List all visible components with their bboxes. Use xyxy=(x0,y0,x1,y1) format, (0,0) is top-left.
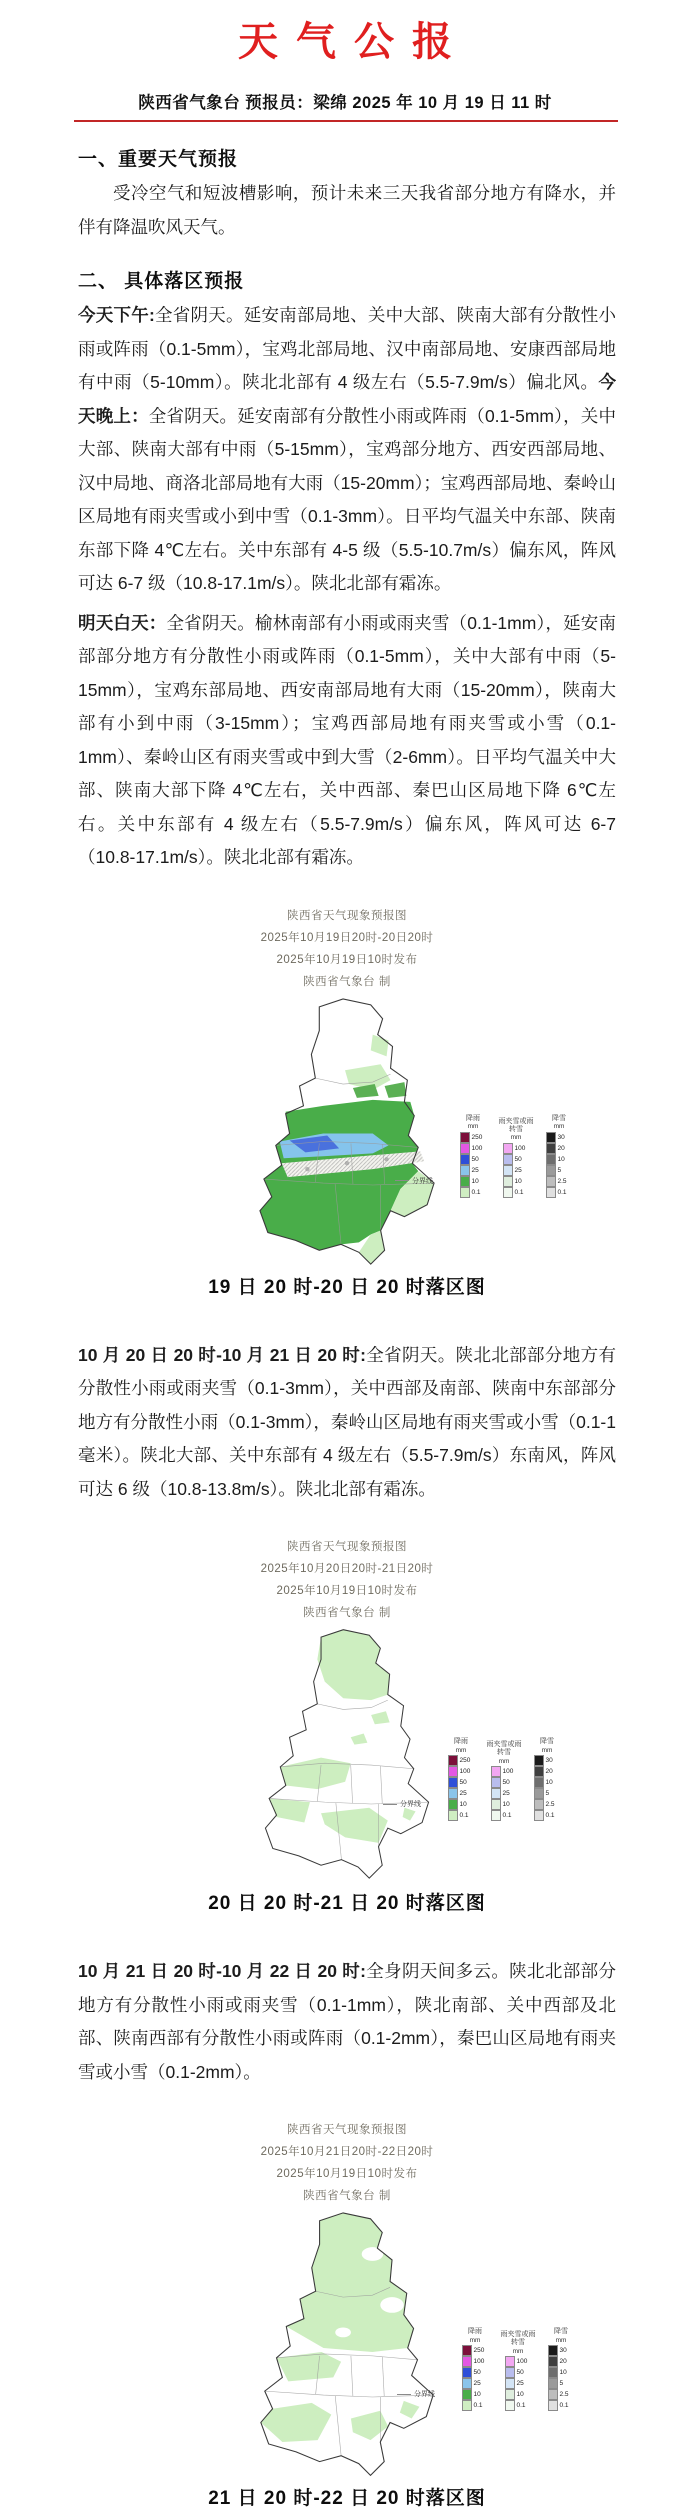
legend-color-swatch xyxy=(503,1176,513,1187)
legend-boundary-line: 分界线 xyxy=(395,1176,433,1186)
legend-color-swatch xyxy=(505,2367,515,2378)
legend-color-swatch xyxy=(491,1799,501,1810)
map1-caption: 19 日 20 时-20 日 20 时落区图 xyxy=(208,1276,486,1298)
forecast-paragraph-oct21-22 xyxy=(78,1955,616,2089)
map2-title-block xyxy=(78,1536,616,1624)
legend-color-swatch xyxy=(505,2389,515,2400)
section-heading-important: 一、重要天气预报 xyxy=(78,149,239,170)
legend-boundary-line: 分界线 xyxy=(383,1799,421,1809)
shaanxi-province-map-1 xyxy=(252,995,442,1272)
map1-title-line-3: 2025年10月19日10时发布 xyxy=(276,953,418,966)
map3-title-line-2: 2025年10月21日20时-22日20时 xyxy=(260,2146,434,2158)
legend-color-swatch xyxy=(505,2400,515,2411)
paragraph-text: 全省阴天。榆林南部有小雨或雨夹雪（0.1-1mm），延安南部部分地方有分散性小雨或阵雨（0.1-5mm），关中大部有中雨（5-15mm），宝鸡东部局地、西安南部局地有大雨（15-20mm），陕南大部有小到中雨（3-15mm）；宝鸡西部局地有雨夹雪或小雪（0.1-1mm）、秦岭山区有雨夹雪或中到大雪（2-6mm）。日平均气温关中大部、陕南大部下降 4℃左右，关中西部、秦巴山区局地下降 6℃左右。关中东部有 4 级左右（5.5-7.9m/s）偏东风，阵风可达 6-7（10.8-17.1m/s）。陕北北部有霜冻。 xyxy=(78,612,616,867)
paragraph-text: 全省阴天。陕北北部部分地方有分散性小雨或雨夹雪（0.1-3mm），关中西部及南部、陕南中东部部分地方有分散性小雨（0.1-3mm），秦岭山区局地有雨夹雪或小雪（0.1-1 毫米）。陕北大部、关中东部有 4 级左右（5.5-7.9m/s）东南风，阵风可达 6 级（10.8-13.8m/s）。陕北北部有霜冻。 xyxy=(78,1344,617,1499)
legend-color-swatch xyxy=(460,1176,470,1187)
map2-title-line-4: 陕西省气象台 制 xyxy=(303,1607,391,1619)
legend-column: 雨夹雪或雨转雪 mm 100 50 25 10 0.1 xyxy=(486,1741,522,1819)
forecast-map-figure-1 xyxy=(78,905,616,1299)
legend-color-swatch xyxy=(448,1810,458,1821)
legend-color-swatch xyxy=(491,1766,501,1777)
map1-title-line-1: 陕西省天气现象预报图 xyxy=(287,909,407,922)
legend-color-swatch xyxy=(462,2389,472,2400)
paragraph-lead: 今天晚上： xyxy=(78,372,616,426)
important-forecast-text: 受冷空气和短波槽影响，预计未来三天我省部分地方有降水，并伴有降温吹风天气。 xyxy=(78,183,616,237)
legend-color-swatch xyxy=(460,1187,470,1198)
paragraph-lead: 10 月 21 日 20 时-10 月 22 日 20 时: xyxy=(78,1961,366,1981)
legend-column: 降雨 mm 250 100 50 25 10 0.1 xyxy=(455,1115,491,1198)
legend-color-swatch xyxy=(460,1165,470,1176)
forecast-paragraph-today-tonight xyxy=(78,299,616,601)
legend-color-swatch xyxy=(503,1143,513,1154)
legend-column: 降雨 mm 250 100 50 25 10 0.1 xyxy=(457,2328,493,2411)
legend-color-swatch xyxy=(448,1766,458,1777)
paragraph-lead: 明天白天： xyxy=(78,612,167,633)
legend-column: 雨夹雪或雨转雪 mm 100 50 25 10 0.1 xyxy=(498,1117,534,1196)
document-body xyxy=(0,144,690,2510)
page-title: 天气公报 xyxy=(238,20,470,64)
legend-color-swatch xyxy=(548,2400,558,2411)
legend-color-swatch xyxy=(546,1176,556,1187)
legend-color-swatch xyxy=(448,1777,458,1788)
legend-color-swatch xyxy=(534,1810,544,1821)
forecast-paragraph-tomorrow xyxy=(78,607,616,875)
legend-color-swatch xyxy=(505,2356,515,2367)
legend-color-swatch xyxy=(534,1755,544,1766)
map3-title-line-3: 2025年10月19日10时发布 xyxy=(276,2168,418,2180)
legend-color-swatch xyxy=(534,1788,544,1799)
map3-legend xyxy=(414,2328,579,2411)
legend-color-swatch xyxy=(460,1143,470,1154)
shaanxi-province-map-2 xyxy=(258,1626,436,1886)
meta-line: 陕西省气象台 预报员：梁绵 2025 年 10 月 19 日 11 时 xyxy=(138,94,552,112)
map1-legend xyxy=(412,1114,577,1198)
legend-column: 降雪 mm 30 20 10 5 2.5 0.1 xyxy=(543,2328,579,2411)
map2-title-line-1: 陕西省天气现象预报图 xyxy=(287,1541,407,1553)
paragraph-lead: 今天下午: xyxy=(78,305,155,325)
legend-color-swatch xyxy=(448,1788,458,1799)
legend-column: 降雨 mm 250 100 50 25 10 0.1 xyxy=(443,1738,479,1821)
legend-color-swatch xyxy=(491,1777,501,1788)
legend-color-swatch xyxy=(491,1788,501,1799)
legend-color-swatch xyxy=(548,2389,558,2400)
map3-title-line-1: 陕西省天气现象预报图 xyxy=(287,2124,407,2136)
legend-column: 雨夹雪或雨转雪 mm 100 50 25 10 0.1 xyxy=(500,2331,536,2409)
legend-color-swatch xyxy=(546,1154,556,1165)
legend-color-swatch xyxy=(546,1187,556,1198)
legend-color-swatch xyxy=(462,2367,472,2378)
legend-color-swatch xyxy=(448,1799,458,1810)
legend-color-swatch xyxy=(546,1165,556,1176)
forecast-map-figure-3 xyxy=(78,2119,616,2510)
legend-color-swatch xyxy=(534,1766,544,1777)
legend-color-swatch xyxy=(505,2378,515,2389)
map3-title-line-4: 陕西省气象台 制 xyxy=(303,2190,391,2202)
legend-color-swatch xyxy=(460,1154,470,1165)
map1-title-line-4: 陕西省气象台 制 xyxy=(303,975,391,988)
section-heading-detail: 二、 具体落区预报 xyxy=(78,271,245,292)
legend-color-swatch xyxy=(548,2378,558,2389)
legend-color-swatch xyxy=(448,1755,458,1766)
paragraph-lead: 10 月 20 日 20 时-10 月 21 日 20 时: xyxy=(78,1344,366,1365)
map3-title-block xyxy=(78,2119,616,2207)
legend-column: 降雪 mm 30 20 10 5 2.5 0.1 xyxy=(541,1115,577,1198)
forecast-map-figure-2 xyxy=(78,1536,616,1915)
legend-color-swatch xyxy=(546,1143,556,1154)
legend-color-swatch xyxy=(503,1165,513,1176)
legend-color-swatch xyxy=(491,1810,501,1821)
legend-boundary-line: 分界线 xyxy=(397,2389,435,2399)
shaanxi-province-map-3 xyxy=(253,2209,441,2483)
forecast-paragraph-oct20-21 xyxy=(78,1339,616,1507)
legend-color-swatch xyxy=(462,2378,472,2389)
legend-color-swatch xyxy=(462,2345,472,2356)
map3-caption: 21 日 20 时-22 日 20 时落区图 xyxy=(208,2488,486,2509)
legend-color-swatch xyxy=(548,2367,558,2378)
legend-color-swatch xyxy=(548,2356,558,2367)
legend-color-swatch xyxy=(548,2345,558,2356)
legend-color-swatch xyxy=(462,2356,472,2367)
map1-title-line-2: 2025年10月19日20时-20日20时 xyxy=(260,931,434,944)
map1-title-block xyxy=(78,905,616,993)
legend-color-swatch xyxy=(503,1154,513,1165)
map2-caption: 20 日 20 时-21 日 20 时落区图 xyxy=(208,1893,486,1914)
paragraph-text: 全省阴天。延安南部局地、关中大部、陕南大部有分散性小雨或阵雨（0.1-5mm），宝鸡北部局地、汉中南部局地、安康西部局地有中雨（5-10mm）。陕北北部有 4 级左右（5.5-7.9m/s）偏北风。 xyxy=(78,305,617,392)
map2-title-line-2: 2025年10月20日20时-21日20时 xyxy=(260,1563,434,1575)
legend-color-swatch xyxy=(534,1777,544,1788)
meta-underline-rule xyxy=(74,120,618,122)
legend-color-swatch xyxy=(462,2400,472,2411)
legend-color-swatch xyxy=(460,1132,470,1143)
legend-color-swatch xyxy=(546,1132,556,1143)
paragraph-text: 全省阴天。延安南部有分散性小雨或阵雨（0.1-5mm），关中大部、陕南大部有中雨（5-15mm），宝鸡部分地方、西安西部局地、汉中局地、商洛北部局地有大雨（15-20mm）；宝鸡西部局地、秦岭山区局地有雨夹雪或小到中雪（0.1-3mm）。日平均气温关中东部、陕南东部下降 4℃左右。关中东部有 4-5 级（5.5-10.7m/s）偏东风，阵风可达 6-7 级（10.8-17.1m/s）。陕北北部有霜冻。 xyxy=(78,405,617,593)
legend-color-swatch xyxy=(503,1187,513,1198)
map2-legend xyxy=(400,1738,565,1821)
legend-color-swatch xyxy=(534,1799,544,1810)
legend-column: 降雪 mm 30 20 10 5 2.5 0.1 xyxy=(529,1738,565,1821)
map2-title-line-3: 2025年10月19日10时发布 xyxy=(276,1585,418,1597)
paragraph-text: 全身阴天间多云。陕北北部部分地方有分散性小雨或雨夹雪（0.1-1mm），陕北南部、关中西部及北部、陕南西部有分散性小雨或阵雨（0.1-2mm），秦巴山区局地有雨夹雪或小雪（0.1-2mm）。 xyxy=(78,1961,617,2082)
